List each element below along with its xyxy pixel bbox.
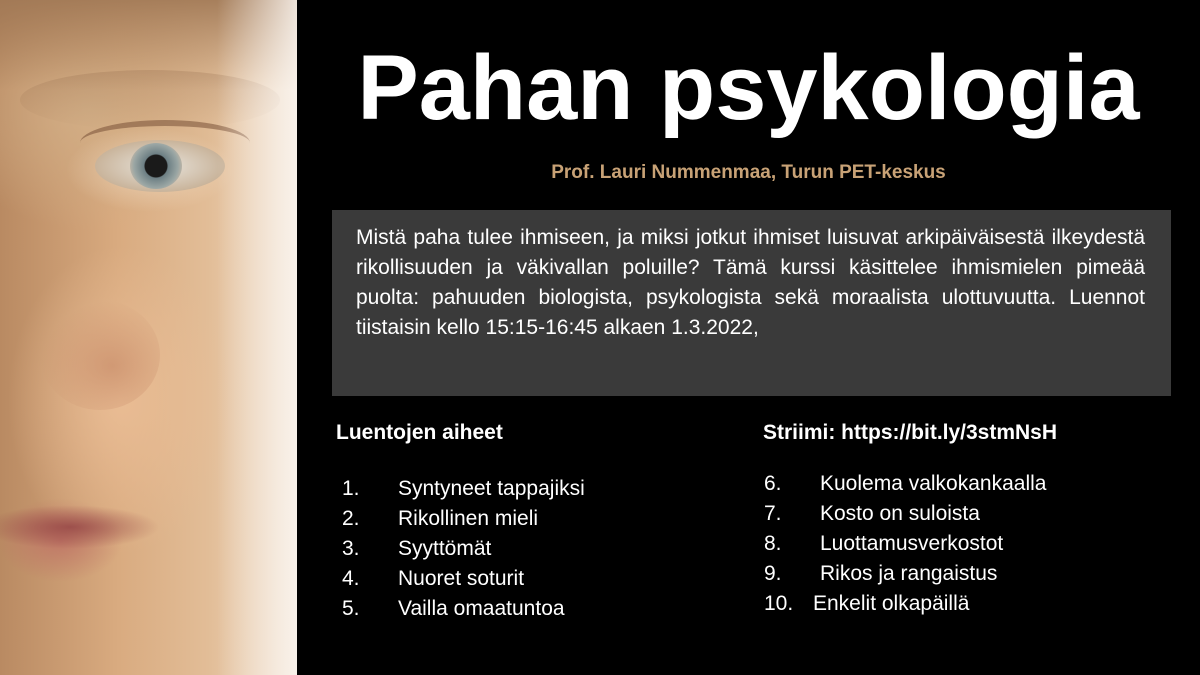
list-item-number: 5. <box>342 597 360 620</box>
stream-heading: Striimi: https://bit.ly/3stmNsH <box>763 421 1058 444</box>
photo-highlight <box>217 0 297 675</box>
eye-iris <box>130 143 182 189</box>
list-item-number: 2. <box>342 507 360 530</box>
list-item-label: Kuolema valkokankaalla <box>820 472 1047 495</box>
list-item-number: 8. <box>764 532 782 555</box>
list-item-label: Luottamusverkostot <box>820 532 1004 555</box>
list-item <box>764 469 1184 499</box>
slide-title: Pahan psykologia <box>357 37 1140 139</box>
description-box <box>332 210 1171 396</box>
list-item-label: Syntyneet tappajiksi <box>398 477 585 500</box>
list-item-label: Kosto on suloista <box>820 502 980 525</box>
list-item <box>764 589 1184 619</box>
list-item <box>342 594 702 624</box>
face-photo <box>0 0 297 675</box>
list-item <box>342 534 702 564</box>
list-item-label: Rikos ja rangaistus <box>820 562 998 585</box>
list-item <box>764 499 1184 529</box>
list-item-label: Rikollinen mieli <box>398 507 539 530</box>
list-item-number: 7. <box>764 502 782 525</box>
list-item-label: Vailla omaatuntoa <box>398 597 565 620</box>
topics-list-right <box>764 469 1184 619</box>
list-item-number: 1. <box>342 477 360 500</box>
list-item <box>764 559 1184 589</box>
presenter-subtitle: Prof. Lauri Nummenmaa, Turun PET-keskus <box>551 162 946 183</box>
list-item-number: 10. <box>764 592 794 615</box>
list-item <box>342 564 702 594</box>
list-item-number: 4. <box>342 567 360 590</box>
list-item-number: 3. <box>342 537 360 560</box>
list-item <box>342 474 702 504</box>
description-text: Mistä paha tulee ihmiseen, ja miksi jotkut ihmiset luisuvat arkipäiväisestä ilkeydestä rikollisuuden ja väkivallan poluille? Tämä kurssi käsittelee ihmismielen pimeää puolta: pahuuden biologista, psykologista sekä moraalista ulottuvuutta. Luennot tiistaisin kello 15:15-16:45 alkaen 1.3.2022, <box>356 226 1145 339</box>
list-item-label: Enkelit olkapäillä <box>813 592 970 615</box>
list-item <box>764 529 1184 559</box>
list-item <box>342 504 702 534</box>
list-item-label: Nuoret soturit <box>398 567 525 590</box>
list-item-label: Syyttömät <box>398 537 492 560</box>
list-item-number: 9. <box>764 562 782 585</box>
list-item-number: 6. <box>764 472 782 495</box>
mouth-shape <box>0 505 160 549</box>
nose-shape <box>40 300 160 410</box>
topics-heading: Luentojen aiheet <box>336 421 503 444</box>
topics-list-left <box>342 474 702 624</box>
